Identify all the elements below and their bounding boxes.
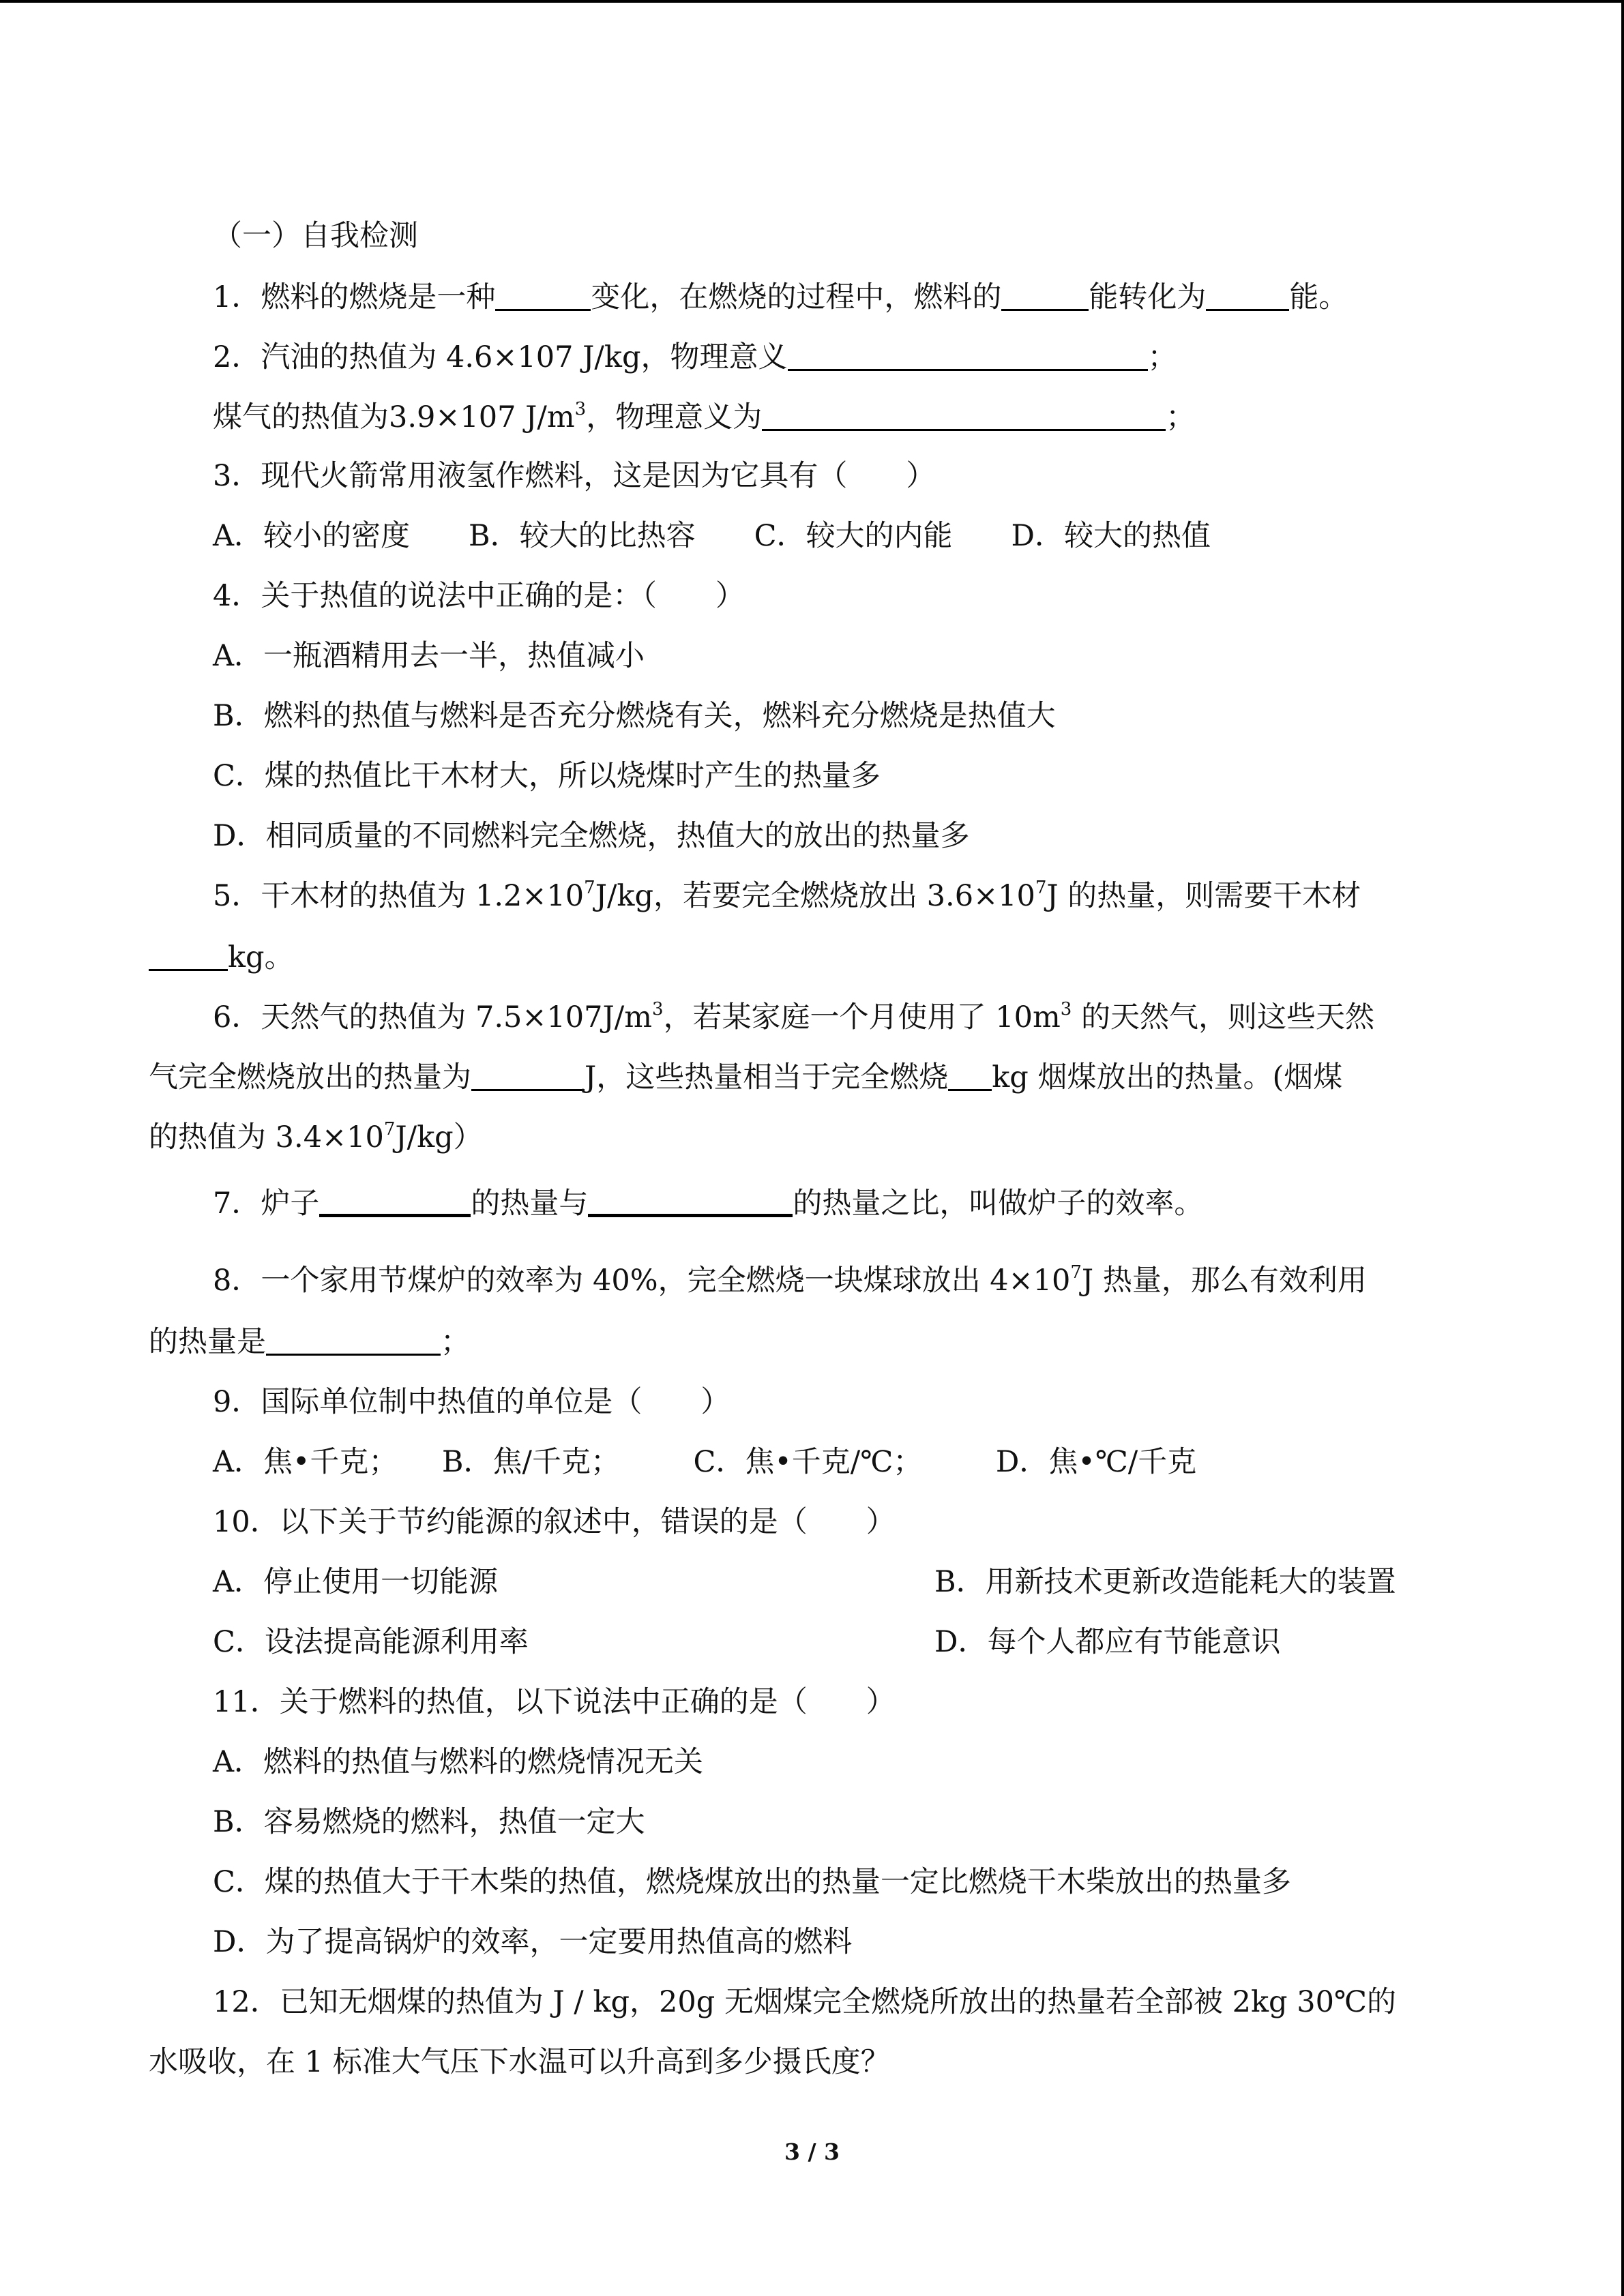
question-5-cont: kg。 <box>149 937 294 978</box>
answer-blank[interactable] <box>319 1182 471 1217</box>
question-12: 12．已知无烟煤的热值为 J / kg，20g 无烟煤完全燃烧所放出的热量若全部被 2kg 30℃的 <box>213 1985 1397 2019</box>
question-7: 7．炉子 的热量与 的热量之比，叫做炉子的效率。 <box>213 1182 1203 1224</box>
question-3: 3．现代火箭常用液氢作燃料，这是因为它具有（ ） <box>213 459 936 493</box>
question-5: 5．干木材的热值为 $1.2\times 10^7J/kg$，若要完全燃烧放出 $3.6\times 10^7J$ 的热量，则需要干木材 <box>213 878 1361 913</box>
question-10-row-1: A．停止使用一切能源 B．用新技术更新改造能耗大的装置 <box>213 1562 498 1602</box>
answer-blank[interactable] <box>149 938 228 971</box>
question-9-options: A．焦•千克； B．焦/千克； C．焦•千克/℃； D．焦•℃/千克 <box>213 1445 1197 1479</box>
question-8-line-2: 的热量是 ； <box>149 1322 470 1362</box>
question-11: 11．关于燃料的热值，以下说法中正确的是（ ） <box>213 1685 896 1719</box>
answer-blank[interactable] <box>495 278 591 311</box>
question-11-option-c: C．煤的热值大于干木柴的热值，燃烧煤放出的热量一定比燃烧干木柴放出的热量多 <box>213 1865 1291 1899</box>
question-9: 9．国际单位制中热值的单位是（ ） <box>213 1385 730 1419</box>
question-11-option-b: B．容易燃烧的燃料，热值一定大 <box>213 1805 645 1839</box>
answer-blank[interactable] <box>788 338 1148 371</box>
question-12-line-2: 水吸收，在 1 标准大气压下水温可以升高到多少摄氏度？ <box>149 2045 890 2079</box>
question-11-option-a: A．燃料的热值与燃料的燃烧情况无关 <box>213 1745 704 1779</box>
question-4-option-b: B．燃料的热值与燃料是否充分燃烧有关，燃料充分燃烧是热值大 <box>213 699 1056 733</box>
answer-blank[interactable] <box>1206 278 1289 311</box>
question-4-option-a: A．一瓶酒精用去一半，热值减小 <box>213 639 645 673</box>
question-10: 10．以下关于节约能源的叙述中，错误的是（ ） <box>213 1505 896 1539</box>
question-6-line-3: 的热值为 $3.4\times 10^7J/kg$） <box>149 1119 483 1154</box>
page-number: 3 / 3 <box>784 2138 840 2165</box>
question-10-row-2: C．设法提高能源利用率 D．每个人都应有节能意识 <box>213 1622 529 1663</box>
question-4: 4．关于热值的说法中正确的是：（ ） <box>213 579 745 613</box>
question-4-option-c: C．煤的热值比干木材大，所以烧煤时产生的热量多 <box>213 759 881 793</box>
question-10-option-d: D．每个人都应有节能意识 <box>934 1625 1281 1659</box>
answer-blank[interactable] <box>762 398 1166 431</box>
answer-blank[interactable] <box>588 1182 793 1217</box>
question-2-gas: 煤气的热值为3.9×107 $J/m^3$，物理意义为 ； <box>213 399 1196 434</box>
question-1: 1．燃料的燃烧是一种 变化，在燃烧的过程中，燃料的 能转化为 能。 <box>213 277 1348 318</box>
answer-blank[interactable] <box>1001 278 1089 311</box>
question-3-options: A．较小的密度 B．较大的比热容 C．较大的内能 D．较大的热值 <box>213 519 1211 553</box>
question-6: 6．天然气的热值为 $7.5\times 107J/m^3$，若某家庭一个月使用了 $10m^3$ 的天然气，则这些天然 <box>213 999 1374 1034</box>
answer-blank[interactable] <box>948 1058 992 1091</box>
question-11-option-d: D．为了提高锅炉的效率，一定要用热值高的燃料 <box>213 1925 853 1959</box>
question-4-option-d: D．相同质量的不同燃料完全燃烧，热值大的放出的热量多 <box>213 819 970 853</box>
answer-blank[interactable] <box>471 1058 585 1091</box>
answer-blank[interactable] <box>266 1322 441 1356</box>
section-title: （一）自我检测 <box>213 219 418 253</box>
question-8: 8．一个家用节煤炉的效率为 40%，完全燃烧一块煤球放出 $4\times 10^7J$ 热量，那么有效利用 <box>213 1262 1367 1298</box>
question-2: 2．汽油的热值为 4.6×107 J/kg，物理意义 ； <box>213 337 1177 378</box>
question-10-option-b: B．用新技术更新改造能耗大的装置 <box>934 1565 1396 1599</box>
question-6-line-2: 气完全燃烧放出的热量为 J，这些热量相当于完全燃烧 kg 烟煤放出的热量。(烟煤 <box>149 1057 1342 1098</box>
